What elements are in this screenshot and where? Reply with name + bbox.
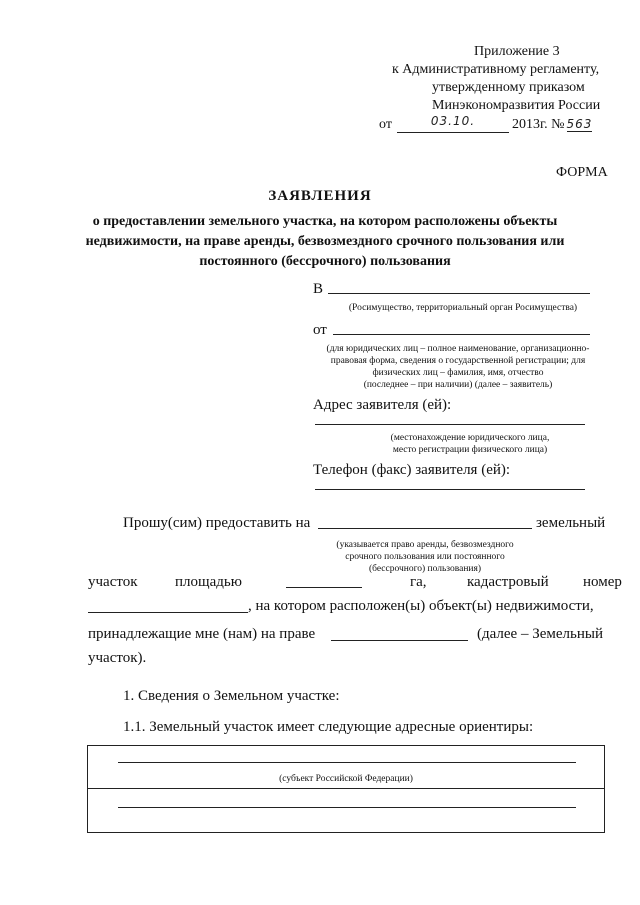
ministry-ref: Минэкономразвития России [432, 98, 601, 113]
table-row-divider [88, 788, 604, 789]
cadastral-number-field[interactable] [88, 612, 248, 613]
ownership-right-field[interactable] [331, 640, 468, 641]
date-field [397, 112, 509, 133]
phone-label: Телефон (факс) заявителя (ей): [313, 462, 511, 478]
ownership-end: (далее – Земельный [477, 626, 603, 642]
order-number-handwritten: 563 [566, 117, 593, 131]
uchastok-end: участок). [88, 650, 147, 666]
word-nomer: номер [583, 574, 622, 590]
from-hint-3: физических лиц – фамилия, имя, отчество [372, 368, 544, 378]
from-hint-2: правовая форма, сведения о государственной регистрации; для [330, 356, 586, 366]
right-type-field[interactable] [318, 528, 532, 529]
right-hint-3: (бессрочного) пользования) [368, 564, 482, 574]
phone-field[interactable] [315, 489, 585, 490]
title-line-2: недвижимости, на праве аренды, безвозмездного срочного пользования или [85, 234, 565, 249]
word-kadastrovy: кадастровый [467, 574, 549, 590]
address-field[interactable] [315, 424, 585, 425]
to-hint: (Росимущество, территориальный орган Росимущества) [348, 303, 578, 313]
section-1-heading: 1. Сведения о Земельном участке: [123, 688, 340, 704]
to-label: В [313, 281, 324, 297]
ownership-start: принадлежащие мне (нам) на праве [88, 626, 316, 642]
address-table [87, 745, 605, 833]
order-ref: утвержденному приказом [432, 80, 585, 95]
right-hint-2: срочного пользования или постоянного [345, 552, 505, 562]
row2-field[interactable] [118, 807, 576, 808]
year-suffix: г. № [540, 117, 565, 132]
title-line-1: о предоставлении земельного участка, на котором расположены объекты [92, 214, 558, 229]
right-hint-1: (указывается право аренды, безвозмездного [336, 540, 514, 550]
address-label: Адрес заявителя (ей): [313, 397, 452, 413]
word-uchastok: участок [88, 574, 138, 590]
date-handwritten: 03.10. [430, 114, 476, 128]
from-label: от [313, 322, 327, 338]
area-field[interactable] [286, 587, 362, 588]
year-text [512, 117, 592, 133]
date-prefix: от [379, 117, 392, 132]
to-field[interactable] [328, 293, 590, 294]
objects-text: , на котором расположен(ы) объект(ы) недвижимости, [248, 598, 594, 614]
year-value: 2013 [512, 117, 540, 132]
subject-hint: (субъект Российской Федерации) [279, 774, 413, 784]
from-hint-1: (для юридических лиц – полное наименование, организационно- [326, 344, 590, 354]
from-hint-4: (последнее – при наличии) (далее – заявитель) [363, 380, 553, 390]
address-hint-2: место регистрации физического лица) [392, 445, 548, 455]
regulation-ref: к Административному регламенту, [392, 62, 600, 77]
appendix-label: Приложение 3 [474, 44, 560, 59]
form-label: ФОРМА [556, 165, 608, 180]
request-start: Прошу(сим) предоставить на [123, 515, 311, 531]
title-line-3: постоянного (бессрочного) пользования [199, 254, 451, 269]
word-ga: га, [410, 574, 427, 590]
document-title: ЗАЯВЛЕНИЯ [268, 188, 372, 204]
section-1-1-heading: 1.1. Земельный участок имеет следующие адресные ориентиры: [123, 719, 534, 735]
subject-field[interactable] [118, 762, 576, 763]
request-end: земельный [536, 515, 606, 531]
address-hint-1: (местонахождение юридического лица, [390, 433, 550, 443]
from-field[interactable] [333, 334, 590, 335]
word-ploshchadyu: площадью [175, 574, 242, 590]
